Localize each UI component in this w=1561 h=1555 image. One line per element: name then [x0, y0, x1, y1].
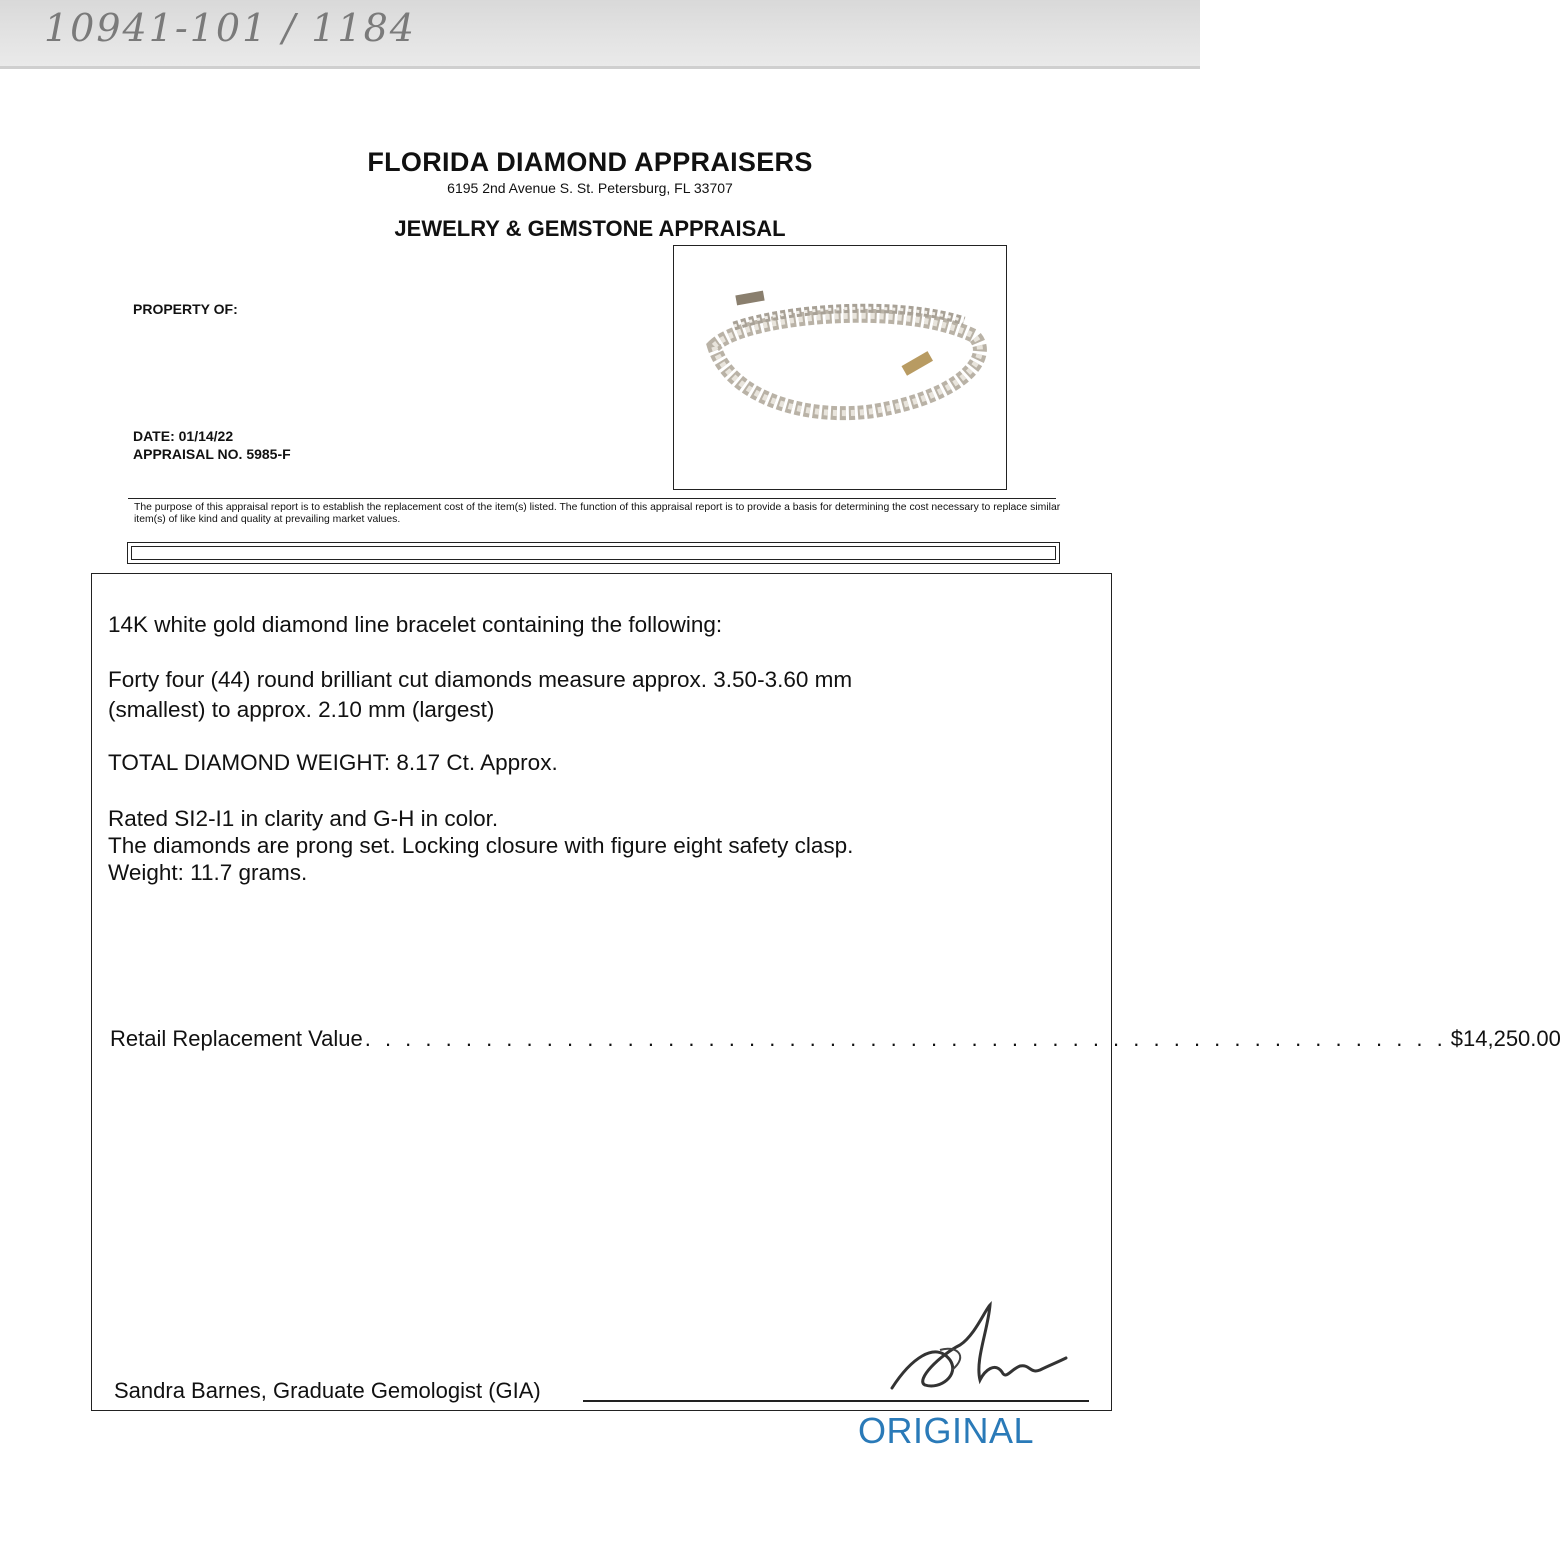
handwritten-signature	[880, 1300, 1070, 1400]
property-of-label: PROPERTY OF:	[133, 301, 238, 317]
item-weight-line: Weight: 11.7 grams.	[108, 860, 308, 885]
retail-value-label: Retail Replacement Value	[110, 1026, 363, 1051]
appraisal-number-field: APPRAISAL NO. 5985-F	[133, 446, 291, 462]
scan-strip-edge	[0, 66, 1200, 69]
clarity-color-line: Rated SI2-I1 in clarity and G-H in color.	[108, 806, 499, 831]
diamond-bracelet-photo	[674, 246, 1008, 491]
signer-name: Sandra Barnes, Graduate Gemologist (GIA)	[114, 1378, 541, 1403]
retail-value-row	[110, 1022, 1561, 1052]
setting-clasp-line: The diamonds are prong set. Locking closure with figure eight safety clasp.	[108, 833, 854, 858]
purpose-statement: The purpose of this appraisal report is to establish the replacement cost of the item(s) listed. The function of this appraisal report is to provide a basis for determining the cost necessary to replace similar item(s) of like kind and quality at prevailing market values.	[134, 502, 1061, 525]
leader-dots: . . . . . . . . . . . . . . . . . . . . . . . . . . . . . . . . . . . . . . . . . . . . . . . . . . . . . .	[364, 1026, 1447, 1051]
retail-value-amount: $14,250.00	[1450, 1026, 1561, 1051]
handwritten-reference-note: 10941-101 / 1184	[44, 6, 416, 50]
company-address: 6195 2nd Avenue S. St. Petersburg, FL 33707	[447, 180, 733, 196]
company-name: FLORIDA DIAMOND APPRAISERS	[367, 147, 813, 177]
diamond-size-line: (smallest) to approx. 2.10 mm (largest)	[108, 697, 495, 722]
purpose-divider	[128, 498, 1056, 499]
double-rule-bar	[127, 542, 1060, 564]
item-description-line: 14K white gold diamond line bracelet containing the following:	[108, 612, 723, 637]
signature-line	[583, 1400, 1089, 1402]
date-field: DATE: 01/14/22	[133, 428, 234, 444]
document-title: JEWELRY & GEMSTONE APPRAISAL	[394, 216, 786, 241]
original-stamp: ORIGINAL	[858, 1410, 1035, 1451]
bracelet-photo-frame	[673, 245, 1007, 490]
diamond-count-line: Forty four (44) round brilliant cut diamonds measure approx. 3.50-3.60 mm	[108, 667, 853, 692]
total-weight-line: TOTAL DIAMOND WEIGHT: 8.17 Ct. Approx.	[108, 750, 558, 775]
double-rule-bar-inner	[131, 546, 1056, 560]
